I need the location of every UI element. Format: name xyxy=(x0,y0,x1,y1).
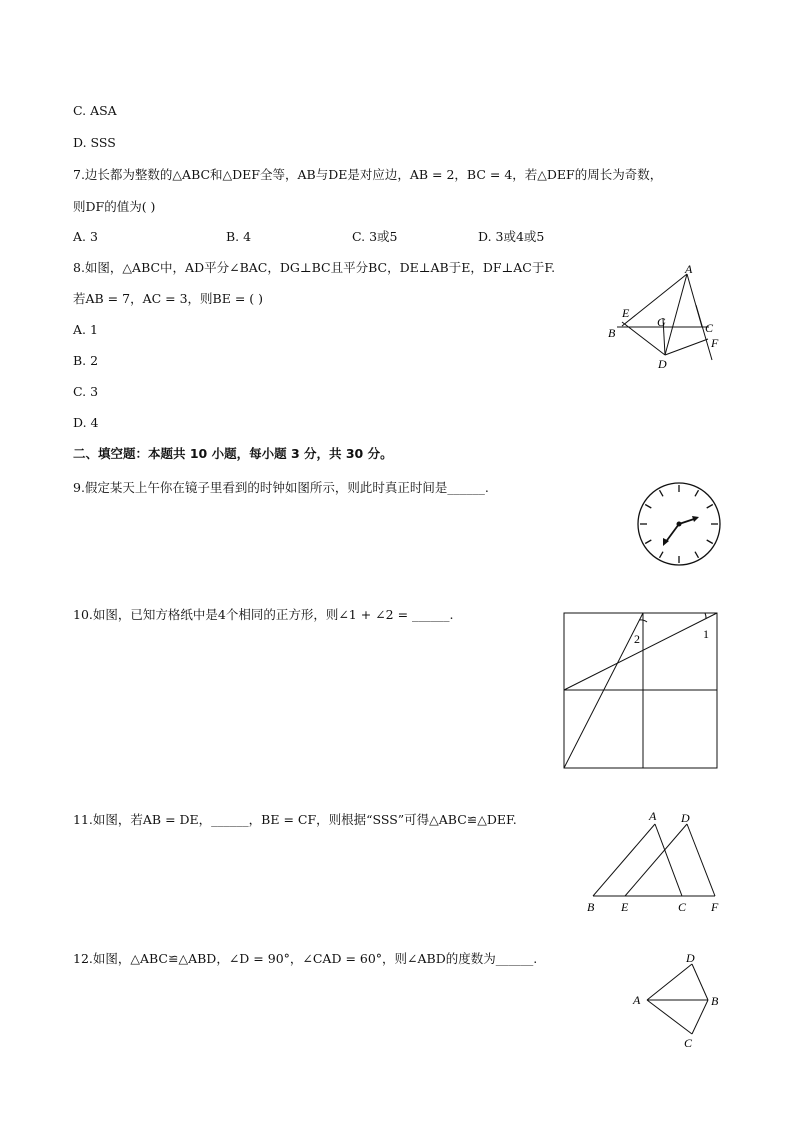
q11-label-f: F xyxy=(711,900,719,914)
q6-option-c: C. ASA xyxy=(73,103,117,118)
q9-stem: 9.假定某天上午你在镜子里看到的时钟如图所示，则此时真正时间是______. xyxy=(73,480,489,495)
q7-stem-line1: 7.边长都为整数的△ABC和△DEF全等，AB与DE是对应边，AB = 2，BC = 4，若△DEF的周长为奇数， xyxy=(73,167,663,182)
q10-angle-2-label: 2 xyxy=(634,632,640,646)
q7-option-a: A. 3 xyxy=(73,229,98,244)
q10-grid-figure xyxy=(563,612,719,770)
q12-label-c: C xyxy=(684,1036,693,1050)
q11-triangles-figure xyxy=(585,808,725,916)
q12-label-b: B xyxy=(711,994,719,1008)
q8-label-f: F xyxy=(711,336,719,350)
q6-option-d: D. SSS xyxy=(73,135,116,150)
q12-kite-figure xyxy=(630,948,730,1050)
q12-stem: 12.如图，△ABC≌△ABD，∠D = 90°，∠CAD = 60°，则∠ABD的度数为______. xyxy=(73,951,538,966)
q8-label-b: B xyxy=(608,326,616,340)
q11-label-a: A xyxy=(649,809,657,823)
q8-option-a: A. 1 xyxy=(73,322,98,337)
q7-option-b: B. 4 xyxy=(226,229,252,244)
clock-figure xyxy=(636,481,722,567)
q8-label-d: D xyxy=(658,357,667,371)
q8-option-b: B. 2 xyxy=(73,353,99,368)
q8-stem-line1: 8.如图，△ABC中，AD平分∠BAC，DG⊥BC且平分BC，DE⊥AB于E，DF⊥AC于F. xyxy=(73,260,556,275)
q8-label-e: E xyxy=(622,306,630,320)
q8-option-d: D. 4 xyxy=(73,415,99,430)
q11-label-b: B xyxy=(587,900,595,914)
q12-label-d: D xyxy=(686,951,695,965)
q7-option-d: D. 3或4或5 xyxy=(478,229,545,244)
q8-option-c: C. 3 xyxy=(73,384,99,399)
q11-label-c: C xyxy=(678,900,687,914)
q8-label-g: G xyxy=(657,315,666,329)
q8-stem-line2: 若AB = 7，AC = 3，则BE = ( ) xyxy=(73,291,264,306)
q8-triangle-figure xyxy=(600,260,730,375)
q12-label-a: A xyxy=(633,993,641,1007)
q8-label-a: A xyxy=(685,262,693,276)
q7-stem-line2: 则DF的值为( ) xyxy=(73,199,156,214)
q7-option-c: C. 3或5 xyxy=(352,229,398,244)
q11-label-d: D xyxy=(681,811,690,825)
q8-label-c: C xyxy=(705,321,714,335)
q11-label-e: E xyxy=(621,900,629,914)
q10-angle-1-label: 1 xyxy=(703,627,709,641)
q11-stem: 11.如图，若AB = DE，______，BE = CF，则根据“SSS”可得△ABC≌△DEF. xyxy=(73,812,517,827)
q10-stem: 10.如图，已知方格纸中是4个相同的正方形，则∠1 + ∠2 = ______. xyxy=(73,607,454,622)
section-2-heading: 二、填空题：本题共 10 小题，每小题 3 分，共 30 分。 xyxy=(73,446,393,461)
